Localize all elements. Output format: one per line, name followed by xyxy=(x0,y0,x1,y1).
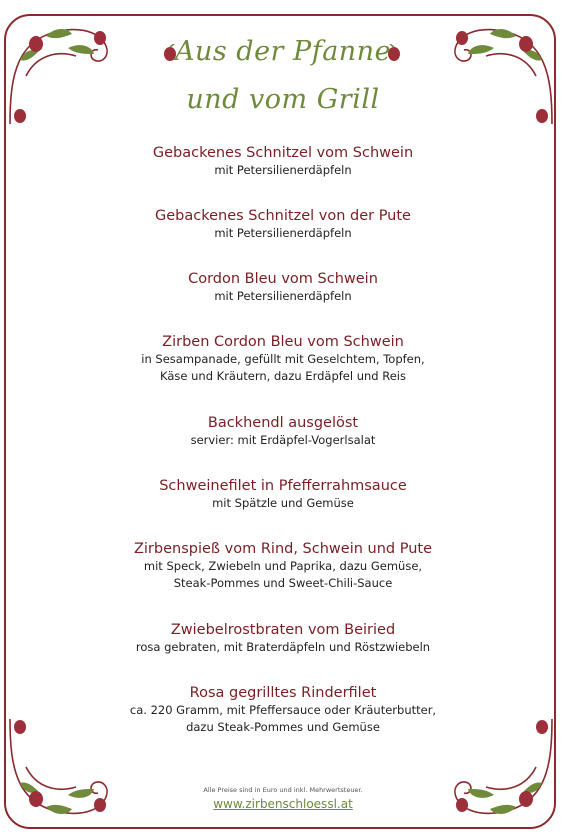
dish-description: mit Petersilienerdäpfeln xyxy=(214,163,352,177)
dish-name: Zirben Cordon Bleu vom Schwein xyxy=(162,334,404,350)
dish-description: Steak-Pommes und Sweet-Chili-Sauce xyxy=(173,576,393,590)
page-title-line2: und vom Grill xyxy=(186,84,380,115)
dish-name: Gebackenes Schnitzel von der Pute xyxy=(155,208,411,224)
dish-description: servier: mit Erdäpfel-Vogerlsalat xyxy=(190,433,376,447)
menu-item xyxy=(0,621,566,684)
dish-name: Gebackenes Schnitzel vom Schwein xyxy=(152,145,414,161)
dish-name: Rosa gegrilltes Rinderfilet xyxy=(189,685,377,701)
dish-description: mit Petersilienerdäpfeln xyxy=(214,226,352,240)
website-link[interactable]: www.zirbenschloessl.at xyxy=(213,797,353,811)
dish-description: mit Speck, Zwiebeln und Paprika, dazu Gemüse, xyxy=(143,559,423,573)
menu-item xyxy=(0,333,566,414)
menu-item xyxy=(0,144,566,207)
menu-list xyxy=(0,144,566,765)
menu-item xyxy=(0,477,566,540)
dish-description: in Sesampanade, gefüllt mit Geselchtem, Topfen, xyxy=(141,352,425,366)
dish-description: Käse und Kräutern, dazu Erdäpfel und Reis xyxy=(160,369,406,383)
dish-name: Zwiebelrostbraten vom Beiried xyxy=(170,622,396,638)
menu-item xyxy=(0,414,566,477)
menu-item xyxy=(0,684,566,765)
dish-name: Schweinefilet in Pfefferrahmsauce xyxy=(159,478,407,494)
menu-item xyxy=(0,207,566,270)
dish-name: Cordon Bleu vom Schwein xyxy=(188,271,378,287)
dish-description: ca. 220 Gramm, mit Pfeffersauce oder Kräuterbutter, xyxy=(129,703,437,717)
menu-item xyxy=(0,270,566,333)
page-title-line1: Aus der Pfanne xyxy=(174,36,392,67)
dish-description: rosa gebraten, mit Braterdäpfeln und Röstzwiebeln xyxy=(135,640,431,654)
dish-name: Backhendl ausgelöst xyxy=(207,415,359,431)
dish-description: mit Spätzle und Gemüse xyxy=(212,496,354,510)
price-note: Alle Preise sind in Euro und inkl. Mehrwertsteuer. xyxy=(203,786,363,794)
menu-item xyxy=(0,540,566,621)
dish-description: dazu Steak-Pommes und Gemüse xyxy=(186,720,380,734)
dish-name: Zirbenspieß vom Rind, Schwein und Pute xyxy=(133,541,433,557)
dish-description: mit Petersilienerdäpfeln xyxy=(214,289,352,303)
